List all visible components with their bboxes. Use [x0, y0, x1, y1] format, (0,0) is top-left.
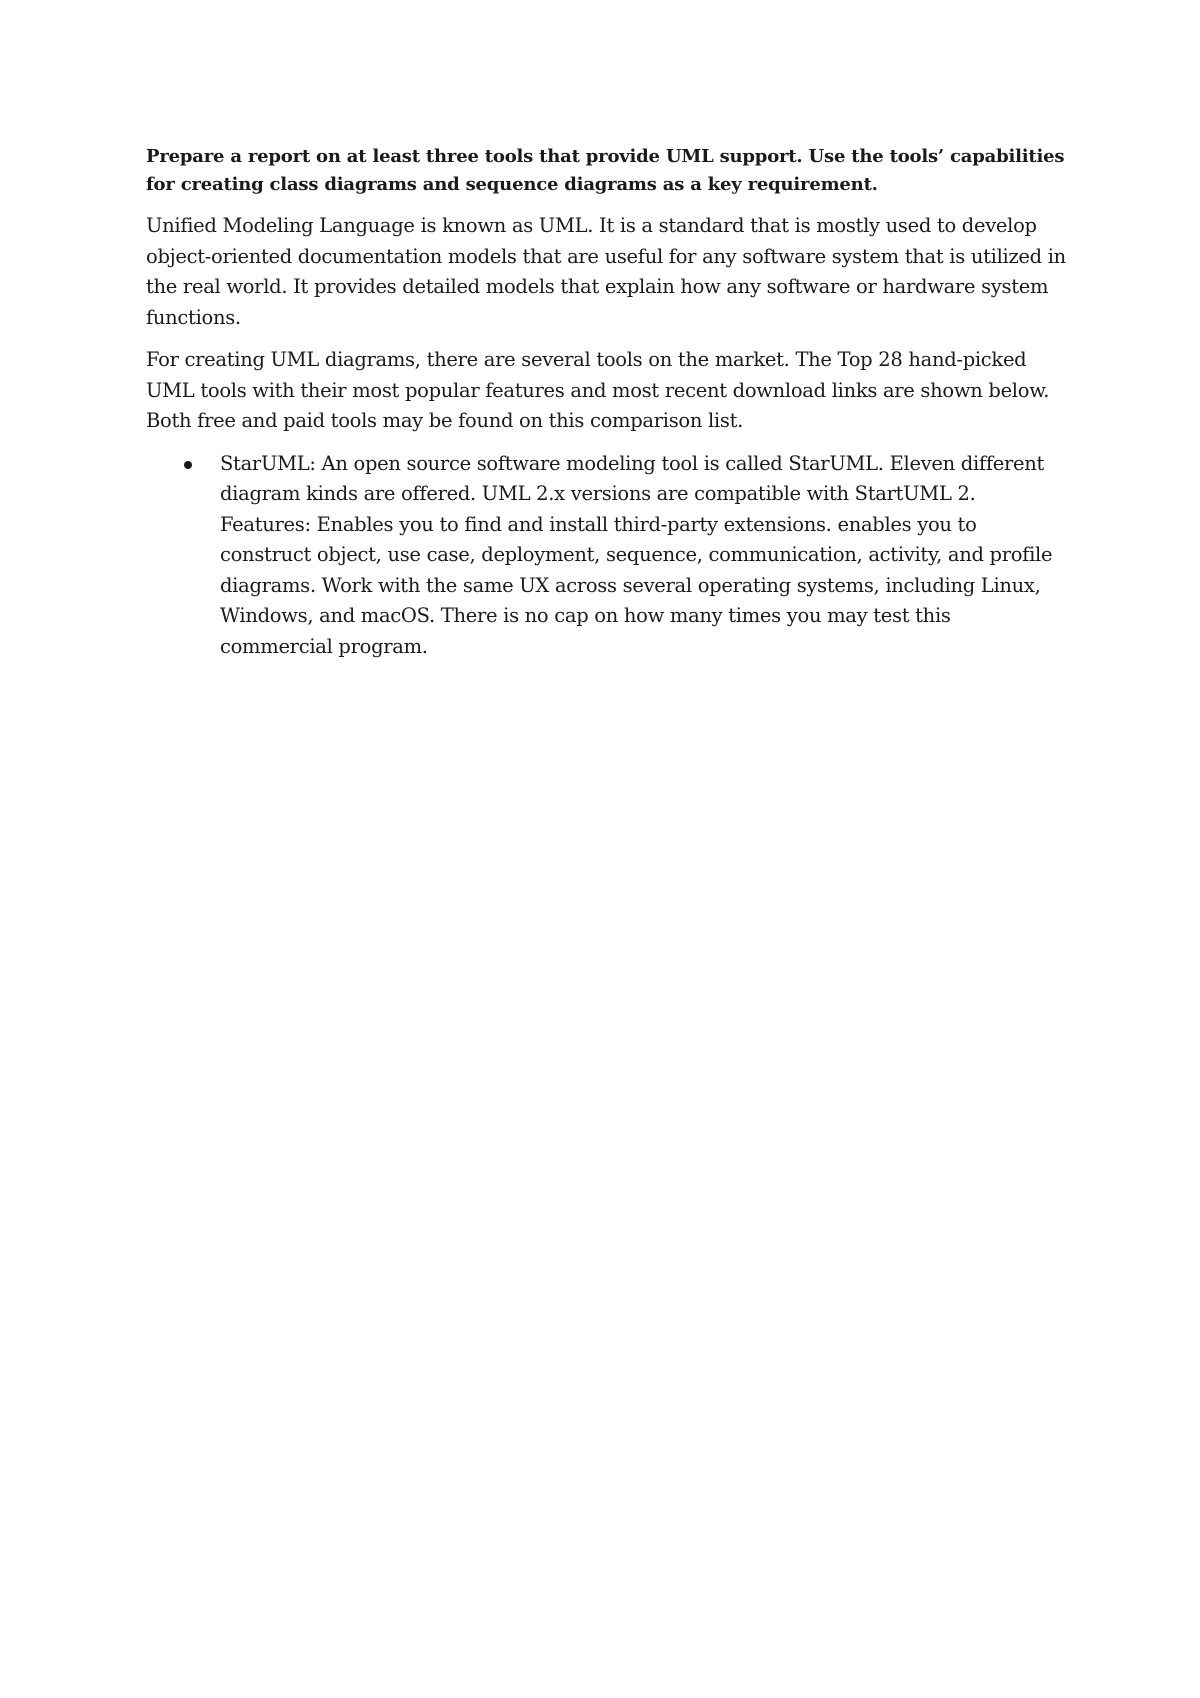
paragraph-uml-definition: Unified Modeling Language is known as UML. It is a standard that is mostly used to develop object-oriented documentation models that are useful for any software system that is utilized in the real world. It provides detailed models that explain how any software or hardware system functions. [146, 214, 1066, 329]
paragraph-uml-tools-intro: For creating UML diagrams, there are several tools on the market. The Top 28 hand-picked UML tools with their most popular features and most recent download links are shown below. Both free and paid tools may be found on this comparison list. [146, 348, 1050, 432]
assignment-heading: Prepare a report on at least three tools that provide UML support. Use the tools’ capabilities for creating class diagrams and sequence diagrams as a key requirement. [146, 146, 1065, 195]
document-body [146, 143, 1066, 662]
bullet-icon [184, 461, 192, 469]
list-item [146, 449, 1066, 663]
tool-bullet-list [146, 449, 1066, 663]
staruml-description: StarUML: An open source software modeling tool is called StarUML. Eleven different diagram kinds are offered. UML 2.x versions are compatible with StartUML 2. [220, 451, 1045, 505]
staruml-features: Features: Enables you to find and install third-party extensions. enables you to construct object, use case, deployment, sequence, communication, activity, and profile diagrams. Work with the same UX across several operating systems, including Linux, Windows, and macOS. There is no cap on how many times you may test this commercial program. [220, 512, 1053, 658]
